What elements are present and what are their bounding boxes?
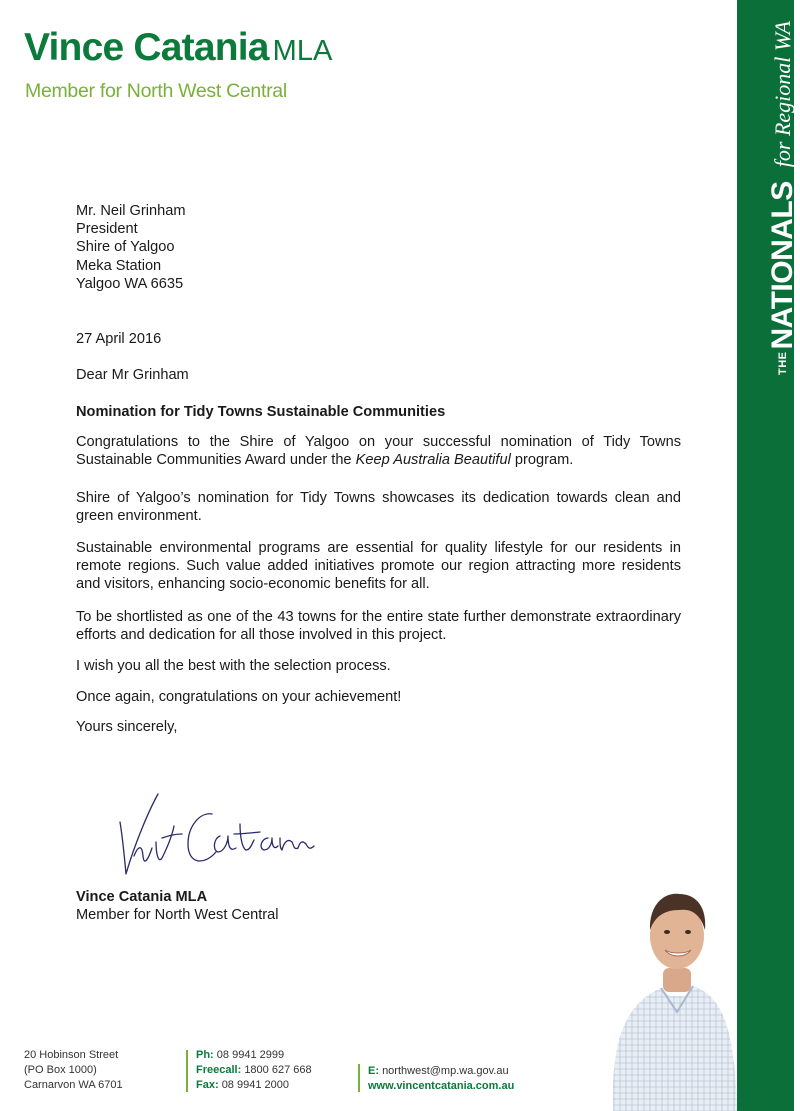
portrait-photo xyxy=(605,880,737,1111)
band-tagline: for Regional WA xyxy=(770,20,795,168)
band-nationals: NATIONALS xyxy=(766,181,799,350)
salutation: Dear Mr Grinham xyxy=(76,367,189,383)
signer-title: Member for North West Central xyxy=(76,907,279,924)
phone-label: Ph: xyxy=(196,1049,214,1061)
phone-number: 08 9941 2999 xyxy=(216,1049,285,1061)
footer-divider xyxy=(358,1064,360,1092)
paragraph-1-text-a: Congratulations to the Shire of Yalgoo on your successful nomination of Tidy Towns Sustainable Communities Award under the xyxy=(76,434,681,469)
email-link[interactable]: northwest@mp.wa.gov.au xyxy=(382,1065,509,1077)
footer-address-line-2: (PO Box 1000) xyxy=(24,1064,97,1076)
letterhead-subtitle: Member for North West Central xyxy=(25,80,287,102)
closing: Yours sincerely, xyxy=(76,719,178,735)
footer-address-line-3: Carnarvon WA 6701 xyxy=(24,1079,123,1091)
band-the: THE xyxy=(777,351,789,375)
paragraph-1-program: Keep Australia Beautiful xyxy=(355,452,511,469)
recipient-name: Mr. Neil Grinham xyxy=(76,203,186,219)
recipient-street: Meka Station xyxy=(76,257,162,274)
email-label: E: xyxy=(368,1065,379,1077)
recipient-address xyxy=(76,202,681,293)
nationals-band-text xyxy=(766,21,800,375)
paragraph-5: I wish you all the best with the selection process. xyxy=(76,658,391,674)
subject-line: Nomination for Tidy Towns Sustainable Communities xyxy=(76,404,446,420)
paragraph-4: To be shortlisted as one of the 43 towns for the entire state further demonstrate extraordinary efforts and dedication for all those involved in this project. xyxy=(76,609,681,644)
letterhead-name xyxy=(24,26,332,70)
paragraph-2: Shire of Yalgoo’s nomination for Tidy Towns showcases its dedication towards clean and green environment. xyxy=(76,490,681,525)
paragraph-3: Sustainable environmental programs are essential for quality lifestyle for our residents in remote regions. Such value added initiatives promote our region attracting more residents and visitors, enhancing socio-economic benefits for all. xyxy=(76,540,681,593)
footer-contact xyxy=(368,1064,514,1094)
letterhead-name-text: Vince Catania xyxy=(24,26,269,69)
letterhead-mla: MLA xyxy=(272,35,333,67)
recipient-org: Shire of Yalgoo xyxy=(76,239,175,256)
fax-number: 08 9941 2000 xyxy=(221,1079,289,1091)
signer-block xyxy=(76,888,278,925)
handwritten-signature xyxy=(112,786,322,882)
footer-address xyxy=(24,1048,123,1093)
paragraph-1 xyxy=(76,433,681,469)
footer-divider xyxy=(186,1050,188,1092)
letter-date: 27 April 2016 xyxy=(76,331,162,347)
freecall-number: 1800 627 668 xyxy=(244,1064,312,1076)
recipient-town: Yalgoo WA 6635 xyxy=(76,275,184,292)
paragraph-1-text-b: program. xyxy=(510,452,574,469)
footer-phones xyxy=(196,1048,312,1093)
paragraph-6: Once again, congratulations on your achievement! xyxy=(76,689,402,705)
website-link[interactable]: www.vincentcatania.com.au xyxy=(368,1080,515,1092)
recipient-title: President xyxy=(76,221,138,238)
footer-address-line-1: 20 Hobinson Street xyxy=(24,1049,119,1061)
signer-name: Vince Catania MLA xyxy=(76,889,208,905)
fax-label: Fax: xyxy=(196,1079,219,1091)
freecall-label: Freecall: xyxy=(196,1064,242,1076)
